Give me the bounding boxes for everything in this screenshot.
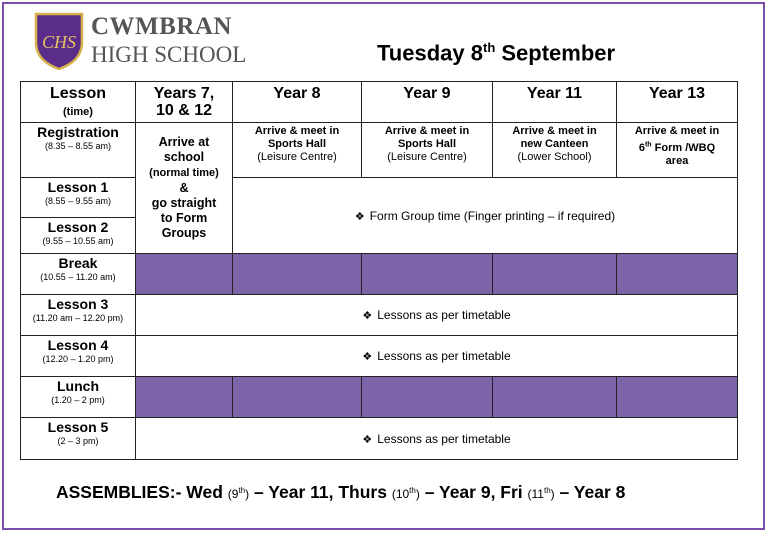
lunch-cell: [136, 377, 233, 418]
col-header-year-9: Year 9: [362, 82, 493, 123]
table-row-lunch: [21, 377, 738, 418]
assemblies-footer: ASSEMBLIES:- Wed (9th) – Year 11, Thurs (10th) – Year 9, Fri (11th) – Year 8: [56, 482, 626, 502]
registration-year-9: Arrive & meet in Sports Hall (Leisure Centre): [362, 123, 493, 178]
lessons-timetable-cell: ❖ Lessons as per timetable: [136, 295, 738, 336]
table-row-lesson-3: [21, 295, 738, 336]
table-header-row: [21, 82, 738, 123]
school-name-line1: CWMBRAN: [91, 13, 232, 40]
registration-year-8: Arrive & meet in Sports Hall (Leisure Centre): [233, 123, 362, 178]
break-cell: [362, 254, 493, 295]
lessons-timetable-cell: ❖ Lessons as per timetable: [136, 336, 738, 377]
form-group-time-cell: ❖ Form Group time (Finger printing – if required): [233, 178, 738, 254]
row-label-lesson-4: Lesson 4 (12.20 – 1.20 pm): [21, 336, 136, 377]
break-cell: [136, 254, 233, 295]
table-row-break: [21, 254, 738, 295]
registration-year-11: Arrive & meet in new Canteen (Lower School): [493, 123, 617, 178]
col-header-years-7-10-12: Years 7, 10 & 12: [136, 82, 233, 123]
logo-monogram: CHS: [41, 32, 77, 52]
row-label-lesson-3: Lesson 3 (11.20 am – 12.20 pm): [21, 295, 136, 336]
lunch-cell: [493, 377, 617, 418]
lunch-cell: [233, 377, 362, 418]
col-header-year-13: Year 13: [617, 82, 738, 123]
row-label-lesson-1: Lesson 1 (8.55 – 9.55 am): [21, 178, 136, 218]
break-cell: [233, 254, 362, 295]
row-label-registration: Registration (8.35 – 8.55 am): [21, 123, 136, 178]
row-label-lesson-2: Lesson 2 (9.55 – 10.55 am): [21, 218, 136, 254]
row-label-lunch: Lunch (1.20 – 2 pm): [21, 377, 136, 418]
diamond-bullet-icon: ❖: [354, 210, 365, 223]
diamond-bullet-icon: ❖: [362, 433, 373, 446]
table-row-lesson-4: [21, 336, 738, 377]
row-label-break: Break (10.55 – 11.20 am): [21, 254, 136, 295]
col-header-year-11: Year 11: [493, 82, 617, 123]
diamond-bullet-icon: ❖: [362, 351, 373, 363]
break-cell: [493, 254, 617, 295]
col-header-lesson: Lesson (time): [21, 82, 136, 123]
header: [0, 0, 771, 80]
page-title: Tuesday 8th September: [377, 40, 616, 66]
table-row-lesson-1: [21, 178, 738, 218]
lunch-cell: [617, 377, 738, 418]
school-name-line2: HIGH SCHOOL: [91, 42, 247, 67]
table-row-registration: [21, 123, 738, 178]
lessons-timetable-cell: ❖ Lessons as per timetable: [136, 418, 738, 460]
table-row-lesson-5: [21, 418, 738, 460]
break-cell: [617, 254, 738, 295]
school-crest-logo: [34, 12, 84, 70]
row-label-lesson-5: Lesson 5 (2 – 3 pm): [21, 418, 136, 460]
timetable: [20, 81, 738, 460]
years7-arrival-note: Arrive at school (normal time) & go straight to Form Groups: [136, 123, 233, 254]
diamond-bullet-icon: ❖: [362, 310, 373, 322]
col-header-year-8: Year 8: [233, 82, 362, 123]
registration-year-13: Arrive & meet in 6th Form /WBQ area: [617, 123, 738, 178]
lunch-cell: [362, 377, 493, 418]
